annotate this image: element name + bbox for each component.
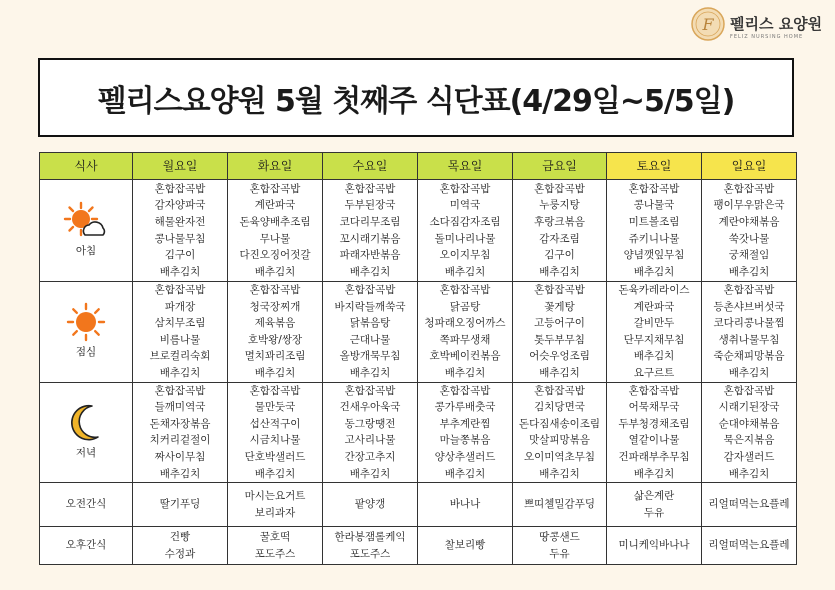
- menu-item: 배추김치: [254, 265, 296, 278]
- feliz-emblem-icon: [690, 6, 726, 42]
- menu-item: 혼합잡곡밥: [534, 182, 585, 195]
- menu-item: 섭산적구이: [249, 417, 301, 430]
- snack-cell: [133, 527, 228, 565]
- day-header-thu: 목요일: [418, 153, 513, 180]
- menu-item: 콩나물국: [633, 199, 675, 212]
- menu-item: 비름나물: [159, 333, 201, 346]
- menu-item: 혼합잡곡밥: [154, 284, 206, 296]
- menu-item: 코다리무조림: [339, 215, 401, 228]
- menu-item: 돈육양배추조림: [239, 215, 311, 228]
- menu-item: 혼합잡곡밥: [439, 182, 491, 195]
- menu-item: 계란파국: [254, 199, 296, 212]
- menu-item: 순대야채볶음: [718, 417, 780, 430]
- menu-item: 혼합잡곡밥: [628, 182, 680, 195]
- menu-cell: [133, 180, 228, 282]
- menu-item: 감자양파국: [154, 199, 206, 212]
- menu-item: 쁘띠첼밀감푸딩: [523, 498, 595, 511]
- menu-item: 돈채자장볶음: [149, 417, 211, 430]
- menu-cell: [228, 382, 323, 483]
- menu-item: 건파래부추무침: [618, 450, 690, 463]
- snack-cell: [418, 527, 513, 565]
- menu-item: 동그랑땡전: [344, 417, 396, 430]
- menu-item: 배추김치: [254, 366, 296, 379]
- menu-item: 배추김치: [254, 467, 296, 480]
- header-row: [40, 153, 797, 180]
- menu-item: 시금치나물: [249, 434, 301, 447]
- menu-item: 오이지무침: [439, 249, 491, 262]
- menu-item: 올방개묵무침: [339, 350, 401, 363]
- menu-item: 콩나물무침: [154, 232, 206, 245]
- menu-item: 멸치꽈리조림: [244, 350, 306, 363]
- morning-snack-row: [40, 483, 797, 527]
- menu-item: 배추김치: [349, 366, 391, 379]
- menu-item: 배추김치: [159, 366, 201, 379]
- title-banner: [38, 58, 794, 137]
- menu-cell: [323, 382, 418, 483]
- snack-cell: [513, 483, 607, 527]
- snack-cell: [607, 527, 702, 565]
- menu-item: 물만둣국: [254, 401, 296, 414]
- menu-item: 배추김치: [633, 467, 675, 480]
- brand-logo: [690, 6, 830, 46]
- menu-item: 누룽지탕: [539, 199, 580, 212]
- page-title: 펠리스요양원 5월 첫째주 식단표(4/29일~5/5일): [97, 83, 735, 119]
- menu-item: 감자샐러드: [723, 450, 775, 463]
- menu-item: 두유: [643, 506, 665, 519]
- menu-item: 계란야채볶음: [718, 215, 780, 228]
- menu-item: 두부청경채조림: [618, 417, 690, 430]
- menu-item: 짜사이무침: [154, 450, 206, 463]
- day-header-mon: 월요일: [133, 153, 228, 180]
- menu-item: 코다리콩나물찜: [713, 317, 785, 330]
- menu-item: 단무지채무침: [623, 333, 685, 346]
- menu-item: 치커리겉절이: [149, 434, 211, 447]
- menu-item: 열같이나물: [628, 434, 680, 447]
- sun-cloud-icon: [63, 201, 109, 241]
- menu-item: 소다짐감자조림: [429, 215, 501, 228]
- menu-item: 계란파국: [633, 300, 675, 313]
- menu-item: 시래기된장국: [718, 401, 780, 414]
- menu-cell: [702, 180, 797, 282]
- brand-name: 펠리스 요양원: [730, 15, 823, 33]
- menu-item: 등촌샤브버섯국: [713, 300, 785, 313]
- menu-item: 브로컬리숙회: [149, 350, 211, 363]
- menu-item: 배추김치: [444, 366, 486, 379]
- menu-item: 배추김치: [539, 265, 580, 278]
- snack-cell: [323, 483, 418, 527]
- snack-label-afternoon: 오후간식: [40, 527, 133, 565]
- day-header-sat: 토요일: [607, 153, 702, 180]
- menu-item: 궁채절임: [728, 249, 770, 262]
- menu-item: 땅콩샌드: [539, 531, 580, 544]
- menu-cell: [418, 282, 513, 383]
- menu-item: 단호박샐러드: [244, 450, 306, 463]
- menu-item: 배추김치: [349, 265, 391, 278]
- menu-item: 혼합잡곡밥: [534, 284, 585, 296]
- menu-item: 혼합잡곡밥: [344, 384, 396, 397]
- menu-cell: [133, 382, 228, 483]
- menu-cell: [513, 282, 607, 383]
- menu-item: 혼합잡곡밥: [723, 182, 775, 195]
- menu-item: 배추김치: [728, 265, 770, 278]
- menu-cell: [607, 282, 702, 383]
- menu-item: 꿀호떡: [259, 531, 291, 544]
- menu-item: 쥬키니나물: [628, 232, 680, 245]
- menu-item: 두유: [549, 547, 570, 560]
- meal-label-text: 저녁: [75, 447, 97, 460]
- menu-item: 혼합잡곡밥: [249, 284, 301, 296]
- meal-label-text: 점심: [75, 346, 97, 359]
- menu-item: 돈다짐새송이조림: [518, 417, 601, 430]
- menu-item: 배추김치: [728, 467, 770, 480]
- menu-item: 배추김치: [159, 265, 201, 278]
- menu-item: 팥양갱: [354, 498, 386, 511]
- meal-label-text: 아침: [75, 245, 97, 258]
- snack-cell: [607, 483, 702, 527]
- menu-item: 해물완자전: [154, 215, 206, 228]
- menu-item: 꼬시래기볶음: [339, 232, 401, 245]
- menu-item: 혼합잡곡밥: [534, 384, 585, 397]
- menu-item: 팽이무우맑은국: [713, 199, 785, 212]
- menu-item: 닭볶음탕: [349, 317, 391, 330]
- menu-item: 근대나물: [349, 333, 391, 346]
- menu-item: 혼합잡곡밥: [439, 284, 491, 296]
- menu-item: 건새우아욱국: [339, 401, 401, 414]
- menu-item: 바지락들깨쑥국: [334, 300, 406, 313]
- menu-item: 호박베이컨볶음: [429, 350, 501, 363]
- sun-icon: [66, 302, 106, 342]
- snack-cell: [702, 527, 797, 565]
- moon-icon: [68, 403, 104, 443]
- menu-item: 마시는요거트: [244, 490, 306, 503]
- menu-cell: [323, 180, 418, 282]
- menu-item: 삶은계란: [633, 490, 675, 503]
- menu-item: 콩가루배춧국: [434, 401, 496, 414]
- menu-item: 한라봉잼롤케익: [334, 531, 406, 544]
- menu-item: 닭곰탕: [449, 300, 481, 313]
- svg-text:F: F: [702, 15, 714, 34]
- menu-item: 고등어구이: [534, 317, 585, 330]
- menu-item: 배추김치: [633, 350, 675, 363]
- menu-cell: [702, 382, 797, 483]
- menu-item: 보리과자: [254, 506, 296, 519]
- menu-item: 김구이: [164, 249, 196, 262]
- menu-item: 찰보리빵: [444, 539, 486, 552]
- day-header-tue: 화요일: [228, 153, 323, 180]
- menu-item: 배추김치: [539, 366, 580, 379]
- menu-item: 돈육카레라이스: [618, 284, 690, 296]
- snack-cell: [513, 527, 607, 565]
- menu-item: 혼합잡곡밥: [439, 384, 491, 397]
- menu-item: 미니케익바나나: [618, 539, 690, 552]
- menu-item: 리얼떠먹는요플레: [708, 498, 790, 511]
- menu-item: 혼합잡곡밥: [344, 182, 396, 195]
- menu-item: 마늘쫑볶음: [439, 434, 491, 447]
- menu-cell: [418, 382, 513, 483]
- snack-cell: [702, 483, 797, 527]
- menu-item: 쑥갓나물: [728, 232, 770, 245]
- meal-label-breakfast: [40, 180, 133, 282]
- dinner-row: [40, 382, 797, 483]
- snack-cell: [323, 527, 418, 565]
- snack-cell: [418, 483, 513, 527]
- menu-item: 후랑크볶음: [534, 215, 585, 228]
- menu-item: 배추김치: [349, 467, 391, 480]
- menu-item: 생취나물무침: [718, 333, 780, 346]
- weekly-menu-table: [39, 152, 797, 565]
- afternoon-snack-row: [40, 527, 797, 565]
- menu-item: 혼합잡곡밥: [723, 284, 775, 296]
- menu-item: 혼합잡곡밥: [723, 384, 775, 397]
- snack-cell: [133, 483, 228, 527]
- menu-item: 죽순채피망볶음: [713, 350, 785, 363]
- snack-cell: [228, 483, 323, 527]
- menu-item: 맛살피망볶음: [529, 434, 590, 447]
- menu-item: 들깨미역국: [154, 401, 206, 414]
- menu-item: 파래자반볶음: [339, 249, 401, 262]
- brand-tagline: FELIZ NURSING HOME: [730, 34, 804, 40]
- meal-header: 식사: [40, 153, 133, 180]
- menu-item: 배추김치: [444, 265, 486, 278]
- menu-cell: [228, 282, 323, 383]
- snack-label-morning: 오전간식: [40, 483, 133, 527]
- menu-item: 청국장찌개: [249, 300, 301, 313]
- breakfast-row: [40, 180, 797, 282]
- menu-item: 양념깻잎무침: [623, 249, 685, 262]
- menu-item: 혼합잡곡밥: [249, 384, 301, 397]
- menu-item: 부추계란찜: [439, 417, 491, 430]
- menu-item: 톳두부무침: [534, 333, 585, 346]
- menu-item: 다진오징어젓갈: [239, 249, 311, 262]
- menu-item: 배추김치: [539, 467, 580, 480]
- day-header-fri: 금요일: [513, 153, 607, 180]
- menu-item: 무나물: [259, 232, 291, 245]
- menu-item: 포도주스: [254, 547, 296, 560]
- menu-item: 어묵채무국: [628, 401, 680, 414]
- menu-item: 어슷우엉조림: [529, 350, 590, 363]
- menu-item: 미역국: [449, 199, 481, 212]
- menu-item: 리얼떠먹는요플레: [708, 539, 790, 552]
- menu-item: 혼합잡곡밥: [154, 384, 206, 397]
- menu-item: 쪽파무생채: [439, 333, 491, 346]
- menu-item: 간장고추지: [344, 450, 396, 463]
- menu-item: 꽃게탕: [544, 300, 575, 313]
- menu-cell: [228, 180, 323, 282]
- day-header-wed: 수요일: [323, 153, 418, 180]
- menu-item: 양상추샐러드: [434, 450, 496, 463]
- menu-item: 혼합잡곡밥: [628, 384, 680, 397]
- menu-cell: [702, 282, 797, 383]
- menu-cell: [513, 382, 607, 483]
- menu-cell: [418, 180, 513, 282]
- meal-label-lunch: [40, 282, 133, 383]
- menu-item: 혼합잡곡밥: [344, 284, 396, 296]
- menu-item: 호박왕/쌍장: [247, 333, 303, 346]
- menu-item: 두부된장국: [344, 199, 396, 212]
- menu-cell: [607, 382, 702, 483]
- menu-item: 제육볶음: [254, 317, 296, 330]
- menu-item: 배추김치: [728, 366, 770, 379]
- menu-item: 딸기푸딩: [159, 498, 201, 511]
- menu-item: 혼합잡곡밥: [154, 182, 206, 195]
- menu-cell: [513, 180, 607, 282]
- menu-item: 배추김치: [159, 467, 201, 480]
- meal-label-dinner: [40, 382, 133, 483]
- menu-item: 고사리나물: [344, 434, 396, 447]
- lunch-row: [40, 282, 797, 383]
- menu-cell: [607, 180, 702, 282]
- day-header-sun: 일요일: [702, 153, 797, 180]
- menu-item: 감자조림: [539, 232, 580, 245]
- menu-item: 수정과: [164, 547, 196, 560]
- menu-cell: [133, 282, 228, 383]
- menu-item: 삼치무조림: [154, 317, 206, 330]
- menu-item: 돌미나리나물: [434, 232, 496, 245]
- menu-item: 건빵: [169, 531, 191, 544]
- menu-cell: [323, 282, 418, 383]
- menu-item: 청파래오징어까스: [424, 317, 506, 330]
- menu-item: 오이미역초무침: [523, 450, 595, 463]
- menu-item: 파개장: [164, 300, 196, 313]
- menu-item: 바나나: [449, 498, 481, 511]
- menu-item: 묵은지볶음: [723, 434, 775, 447]
- menu-item: 갈비만두: [633, 317, 675, 330]
- menu-item: 미트볼조림: [628, 215, 680, 228]
- menu-item: 김치당면국: [534, 401, 585, 414]
- menu-item: 배추김치: [633, 265, 675, 278]
- menu-item: 혼합잡곡밥: [249, 182, 301, 195]
- menu-item: 김구이: [544, 249, 575, 262]
- menu-item: 요구르트: [633, 366, 675, 379]
- menu-item: 배추김치: [444, 467, 486, 480]
- menu-item: 포도주스: [349, 547, 391, 560]
- snack-cell: [228, 527, 323, 565]
